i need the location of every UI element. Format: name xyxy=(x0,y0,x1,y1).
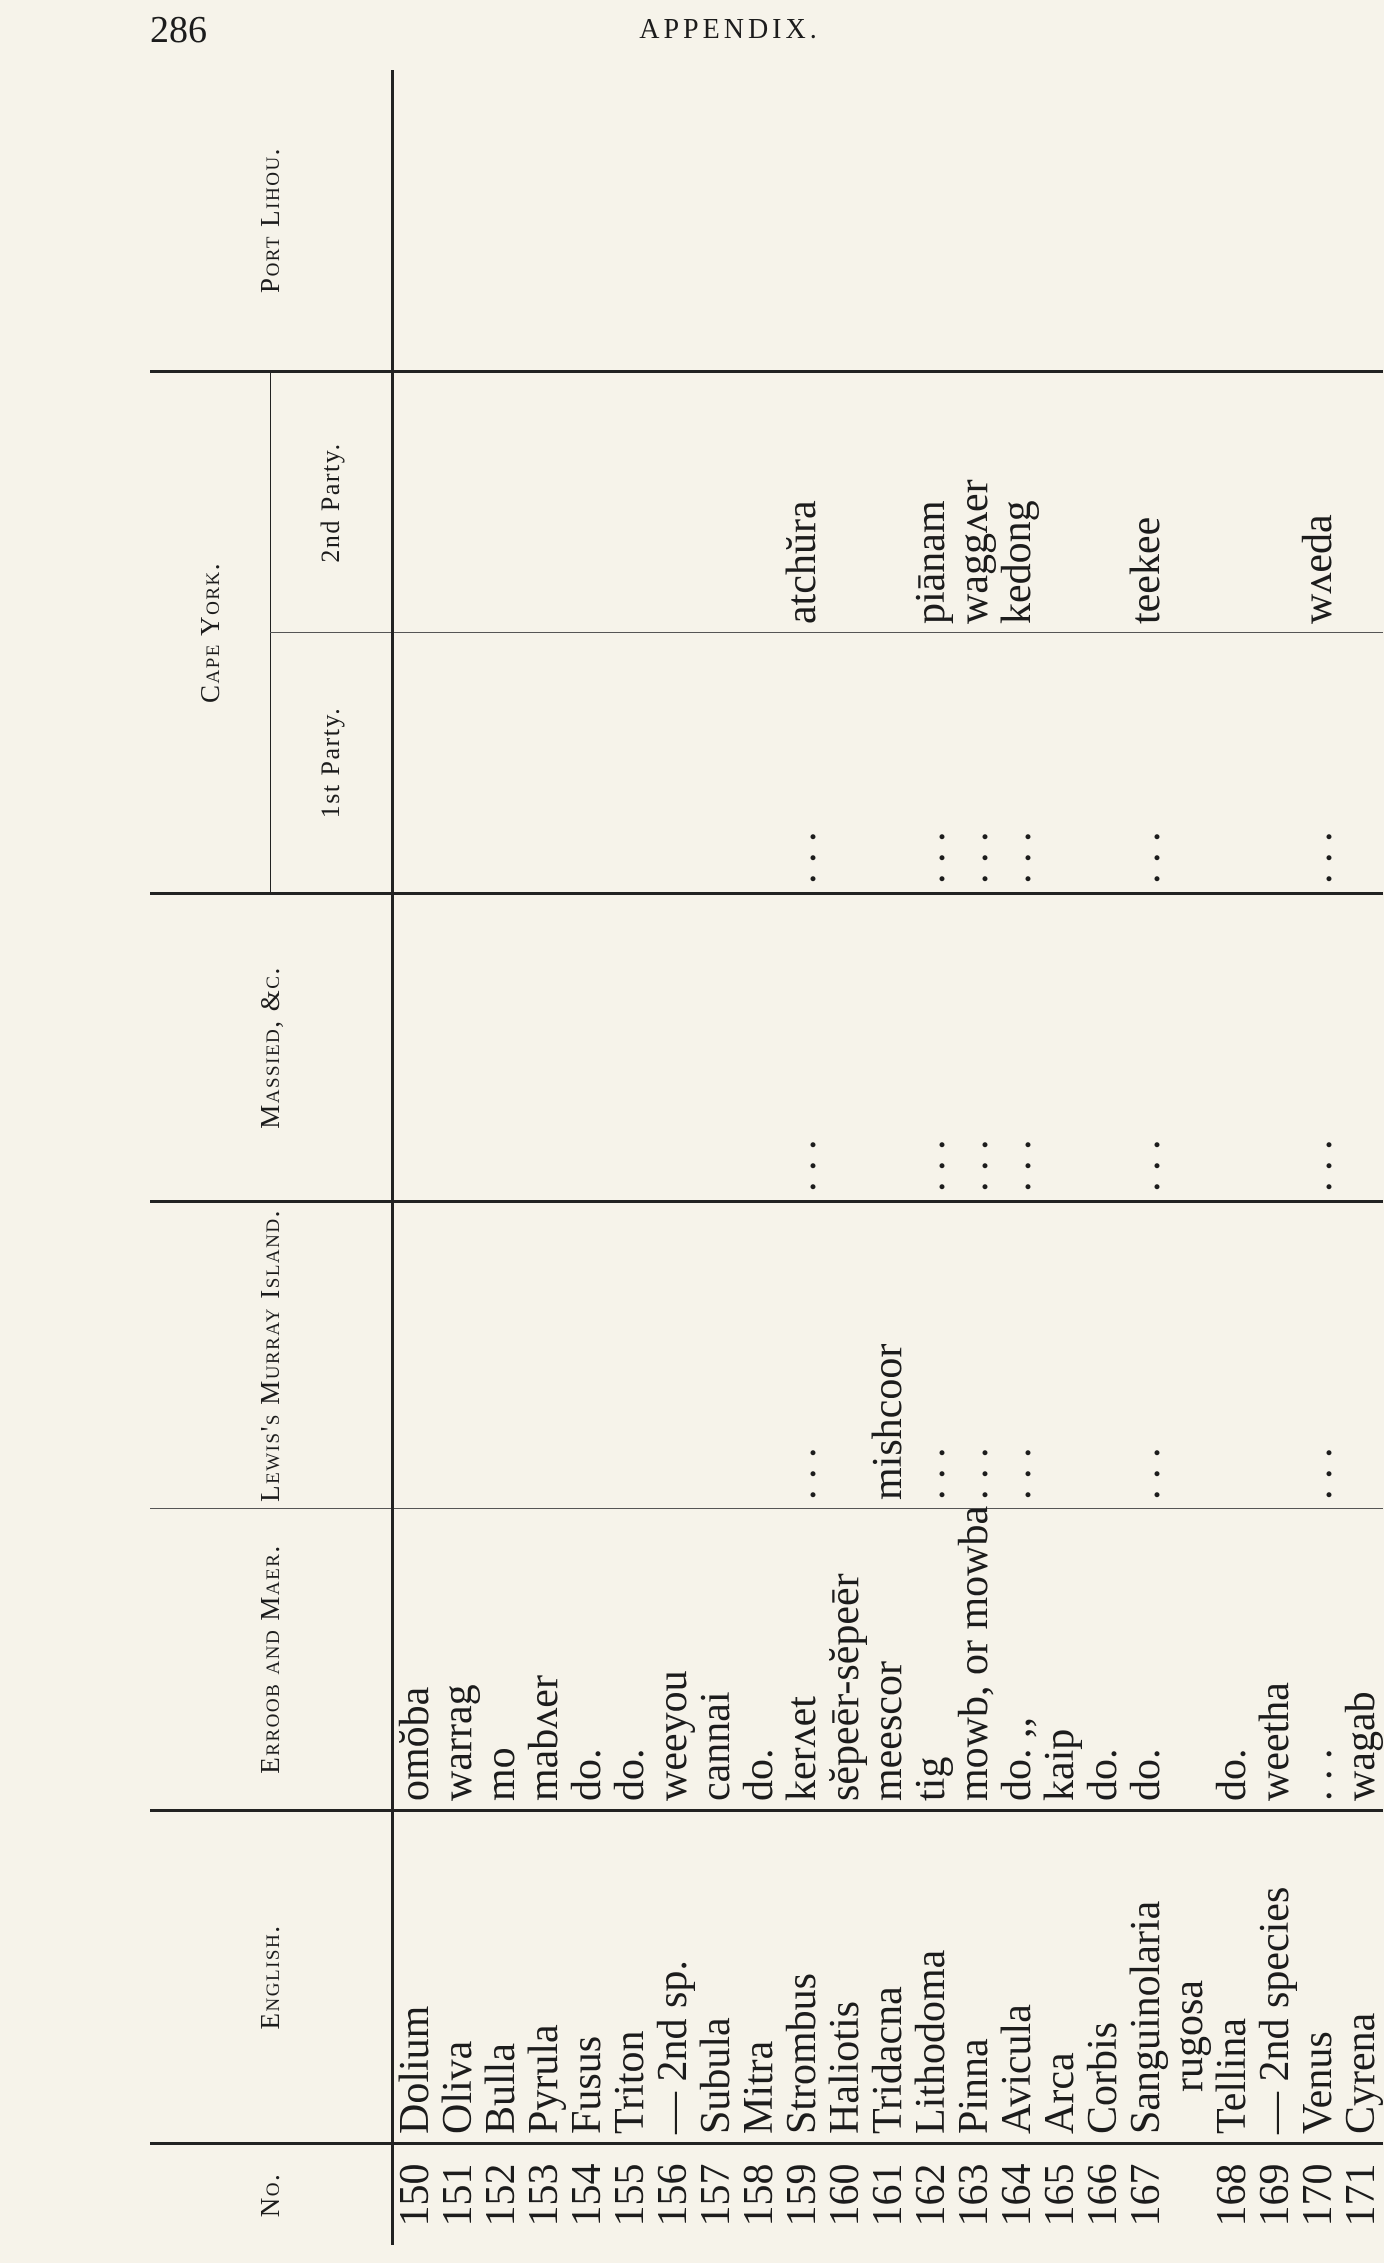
cell-port-lihou xyxy=(1039,70,1082,372)
cell-lewis-murray-island xyxy=(1082,1202,1125,1509)
cell-massid xyxy=(566,894,609,1202)
cell-lewis-murray-island xyxy=(824,1202,867,1509)
cell-cape-york-2nd xyxy=(1082,372,1125,633)
cell-cape-york-2nd xyxy=(1254,372,1297,633)
table-row xyxy=(480,70,523,2245)
cell-english: — 2nd sp. xyxy=(652,1811,695,2144)
cell-massid xyxy=(1168,894,1211,1202)
header-lewis-murray-island: Lewis's Murray Island. xyxy=(150,1202,393,1509)
cell-port-lihou xyxy=(1297,70,1340,372)
cell-lewis-murray-island xyxy=(738,1202,781,1509)
header-cape-york-1st-party: 1st Party. xyxy=(271,633,393,894)
table-row xyxy=(1297,70,1340,2245)
cell-massid: . . . xyxy=(1297,894,1340,1202)
cell-port-lihou xyxy=(566,70,609,372)
cell-massid xyxy=(695,894,738,1202)
cell-erroob-maer: meescor xyxy=(867,1509,910,1811)
page-title: APPENDIX. xyxy=(639,14,821,45)
cell-erroob-maer: omŏba xyxy=(393,1509,438,1811)
table-row xyxy=(910,70,953,2245)
cell-cape-york-2nd xyxy=(523,372,566,633)
cell-port-lihou xyxy=(824,70,867,372)
page-header xyxy=(150,8,1310,58)
cell-english: Oliva xyxy=(437,1811,480,2144)
cell-port-lihou xyxy=(996,70,1039,372)
cell-english: Pinna xyxy=(953,1811,996,2144)
cell-port-lihou xyxy=(1340,70,1383,372)
cell-no: 154 xyxy=(566,2144,609,2246)
cell-lewis-murray-island: . . . xyxy=(1125,1202,1168,1509)
header-massid: Massied, &c. xyxy=(150,894,393,1202)
cell-erroob-maer: sĕpeēr-sĕpeēr xyxy=(824,1509,867,1811)
cell-english: Pyrula xyxy=(523,1811,566,2144)
cell-cape-york-1st xyxy=(393,633,438,894)
cell-lewis-murray-island: . . . xyxy=(1297,1202,1340,1509)
cell-port-lihou xyxy=(1254,70,1297,372)
cell-no: 155 xyxy=(609,2144,652,2246)
rotated-table xyxy=(150,70,1384,2245)
table-row xyxy=(867,70,910,2245)
cell-cape-york-1st xyxy=(1168,633,1211,894)
cell-port-lihou xyxy=(738,70,781,372)
header-english: English. xyxy=(150,1811,393,2144)
cell-cape-york-1st xyxy=(566,633,609,894)
cell-port-lihou xyxy=(781,70,824,372)
cell-cape-york-2nd xyxy=(437,372,480,633)
cell-cape-york-2nd xyxy=(609,372,652,633)
cell-massid xyxy=(480,894,523,1202)
cell-port-lihou xyxy=(393,70,438,372)
cell-cape-york-2nd xyxy=(652,372,695,633)
table-row xyxy=(652,70,695,2245)
header-port-lihou: Port Lihou. xyxy=(150,70,393,372)
cell-cape-york-1st xyxy=(738,633,781,894)
table-row xyxy=(1254,70,1297,2245)
table-row xyxy=(1039,70,1082,2245)
cell-english: Mitra xyxy=(738,1811,781,2144)
table-row xyxy=(781,70,824,2245)
cell-lewis-murray-island xyxy=(1254,1202,1297,1509)
cell-erroob-maer: do. xyxy=(609,1509,652,1811)
cell-no: 164 xyxy=(996,2144,1039,2246)
cell-lewis-murray-island xyxy=(652,1202,695,1509)
table-row xyxy=(953,70,996,2245)
table-row xyxy=(609,70,652,2245)
page-number: 286 xyxy=(150,9,207,51)
table-row xyxy=(695,70,738,2245)
cell-port-lihou xyxy=(652,70,695,372)
cell-cape-york-2nd xyxy=(393,372,438,633)
cell-massid: . . . xyxy=(910,894,953,1202)
cell-cape-york-1st xyxy=(437,633,480,894)
cell-cape-york-2nd xyxy=(1340,372,1383,633)
cell-lewis-murray-island xyxy=(609,1202,652,1509)
cell-cape-york-2nd: wʌeda xyxy=(1297,372,1340,633)
cell-erroob-maer: do. xyxy=(738,1509,781,1811)
cell-lewis-murray-island xyxy=(437,1202,480,1509)
cell-erroob-maer: do. xyxy=(1082,1509,1125,1811)
cell-english: Strombus xyxy=(781,1811,824,2144)
cell-cape-york-1st xyxy=(695,633,738,894)
cell-no: 157 xyxy=(695,2144,738,2246)
cell-no: 166 xyxy=(1082,2144,1125,2246)
cell-massid xyxy=(824,894,867,1202)
vocabulary-table xyxy=(150,70,1383,2245)
cell-lewis-murray-island xyxy=(1039,1202,1082,1509)
cell-lewis-murray-island xyxy=(1340,1202,1383,1509)
cell-erroob-maer: mo xyxy=(480,1509,523,1811)
table-row xyxy=(523,70,566,2245)
cell-erroob-maer: . . . xyxy=(1297,1509,1340,1811)
cell-erroob-maer: kaip xyxy=(1039,1509,1082,1811)
cell-port-lihou xyxy=(910,70,953,372)
cell-cape-york-1st xyxy=(609,633,652,894)
cell-cape-york-2nd xyxy=(738,372,781,633)
cell-massid xyxy=(1211,894,1254,1202)
cell-erroob-maer: do. ,, xyxy=(996,1509,1039,1811)
cell-english: rugosa xyxy=(1168,1811,1211,2144)
cell-erroob-maer xyxy=(1168,1509,1211,1811)
cell-port-lihou xyxy=(523,70,566,372)
cell-cape-york-2nd: waggʌer xyxy=(953,372,996,633)
cell-no: 170 xyxy=(1297,2144,1340,2246)
cell-english: Subula xyxy=(695,1811,738,2144)
cell-no: 150 xyxy=(393,2144,438,2246)
cell-massid xyxy=(1254,894,1297,1202)
cell-english: Corbis xyxy=(1082,1811,1125,2144)
rotated-table-frame xyxy=(150,70,1384,2245)
table-row xyxy=(566,70,609,2245)
cell-erroob-maer: kerʌet xyxy=(781,1509,824,1811)
cell-cape-york-1st xyxy=(1211,633,1254,894)
cell-english: Sanguinolaria xyxy=(1125,1811,1168,2144)
cell-cape-york-1st: . . . xyxy=(953,633,996,894)
cell-massid xyxy=(867,894,910,1202)
cell-english: Arca xyxy=(1039,1811,1082,2144)
table-row xyxy=(393,70,438,2245)
cell-cape-york-2nd xyxy=(480,372,523,633)
cell-cape-york-2nd xyxy=(566,372,609,633)
cell-port-lihou xyxy=(1168,70,1211,372)
cell-erroob-maer: do. xyxy=(1211,1509,1254,1811)
cell-english: Cyrena xyxy=(1340,1811,1383,2144)
cell-port-lihou xyxy=(867,70,910,372)
cell-lewis-murray-island xyxy=(393,1202,438,1509)
cell-cape-york-1st xyxy=(1082,633,1125,894)
cell-cape-york-2nd: atchŭra xyxy=(781,372,824,633)
cell-erroob-maer: do. xyxy=(566,1509,609,1811)
cell-no xyxy=(1168,2144,1211,2246)
cell-erroob-maer: weetha xyxy=(1254,1509,1297,1811)
cell-port-lihou xyxy=(480,70,523,372)
cell-massid xyxy=(1082,894,1125,1202)
cell-erroob-maer: wagab xyxy=(1340,1509,1383,1811)
cell-lewis-murray-island xyxy=(523,1202,566,1509)
cell-no: 161 xyxy=(867,2144,910,2246)
cell-cape-york-1st xyxy=(1340,633,1383,894)
cell-cape-york-1st: . . . xyxy=(996,633,1039,894)
cell-english: — 2nd species xyxy=(1254,1811,1297,2144)
cell-no: 163 xyxy=(953,2144,996,2246)
cell-lewis-murray-island xyxy=(566,1202,609,1509)
cell-erroob-maer: warrag xyxy=(437,1509,480,1811)
cell-port-lihou xyxy=(1211,70,1254,372)
cell-cape-york-1st: . . . xyxy=(1125,633,1168,894)
header-cape-york-2nd-party: 2nd Party. xyxy=(271,372,393,633)
cell-english: Tellina xyxy=(1211,1811,1254,2144)
cell-lewis-murray-island: mishcoor xyxy=(867,1202,910,1509)
cell-cape-york-1st xyxy=(480,633,523,894)
cell-erroob-maer: mabʌer xyxy=(523,1509,566,1811)
cell-english: Haliotis xyxy=(824,1811,867,2144)
cell-port-lihou xyxy=(695,70,738,372)
cell-no: 151 xyxy=(437,2144,480,2246)
table-row xyxy=(824,70,867,2245)
cell-cape-york-1st xyxy=(1254,633,1297,894)
header-no: No. xyxy=(150,2144,393,2246)
table-row xyxy=(1168,70,1211,2245)
cell-cape-york-1st xyxy=(1039,633,1082,894)
cell-english: Fusus xyxy=(566,1811,609,2144)
table-row xyxy=(1125,70,1168,2245)
cell-cape-york-1st xyxy=(824,633,867,894)
cell-english: Venus xyxy=(1297,1811,1340,2144)
cell-no: 171 xyxy=(1340,2144,1383,2246)
cell-lewis-murray-island xyxy=(480,1202,523,1509)
cell-port-lihou xyxy=(953,70,996,372)
table-row xyxy=(738,70,781,2245)
cell-erroob-maer: do. xyxy=(1125,1509,1168,1811)
cell-port-lihou xyxy=(1125,70,1168,372)
cell-cape-york-2nd: piānam xyxy=(910,372,953,633)
cell-cape-york-2nd xyxy=(867,372,910,633)
cell-cape-york-1st xyxy=(652,633,695,894)
cell-massid xyxy=(652,894,695,1202)
table-row xyxy=(1082,70,1125,2245)
cell-cape-york-2nd: teekee xyxy=(1125,372,1168,633)
cell-no: 153 xyxy=(523,2144,566,2246)
table-row xyxy=(1211,70,1254,2245)
cell-massid xyxy=(393,894,438,1202)
cell-port-lihou xyxy=(1082,70,1125,372)
cell-lewis-murray-island xyxy=(695,1202,738,1509)
cell-cape-york-1st xyxy=(523,633,566,894)
cell-erroob-maer: mowb, or mowba xyxy=(953,1509,996,1811)
cell-english: Avicula xyxy=(996,1811,1039,2144)
cell-no: 156 xyxy=(652,2144,695,2246)
cell-no: 152 xyxy=(480,2144,523,2246)
cell-massid xyxy=(738,894,781,1202)
cell-lewis-murray-island xyxy=(1168,1202,1211,1509)
cell-cape-york-2nd xyxy=(824,372,867,633)
header-cape-york: Cape York. xyxy=(150,372,271,894)
cell-cape-york-2nd xyxy=(1211,372,1254,633)
cell-no: 168 xyxy=(1211,2144,1254,2246)
cell-port-lihou xyxy=(609,70,652,372)
cell-port-lihou xyxy=(437,70,480,372)
cell-cape-york-2nd xyxy=(1039,372,1082,633)
cell-massid xyxy=(1039,894,1082,1202)
cell-lewis-murray-island: . . . xyxy=(910,1202,953,1509)
cell-no: 162 xyxy=(910,2144,953,2246)
cell-cape-york-1st: . . . xyxy=(781,633,824,894)
cell-erroob-maer: tig xyxy=(910,1509,953,1811)
cell-english: Dolium xyxy=(393,1811,438,2144)
cell-lewis-murray-island: . . . xyxy=(996,1202,1039,1509)
table-body xyxy=(393,70,1384,2245)
cell-english: Tridacna xyxy=(867,1811,910,2144)
cell-cape-york-2nd xyxy=(695,372,738,633)
cell-cape-york-2nd: kedong xyxy=(996,372,1039,633)
cell-massid: . . . xyxy=(781,894,824,1202)
cell-cape-york-2nd xyxy=(1168,372,1211,633)
cell-no: 160 xyxy=(824,2144,867,2246)
cell-cape-york-1st: . . . xyxy=(910,633,953,894)
cell-lewis-murray-island: . . . xyxy=(953,1202,996,1509)
cell-erroob-maer: cannai xyxy=(695,1509,738,1811)
cell-massid xyxy=(437,894,480,1202)
cell-lewis-murray-island: . . . xyxy=(781,1202,824,1509)
cell-massid: . . . xyxy=(1125,894,1168,1202)
cell-massid xyxy=(609,894,652,1202)
cell-massid: . . . xyxy=(996,894,1039,1202)
header-row xyxy=(150,70,271,2245)
cell-no: 165 xyxy=(1039,2144,1082,2246)
cell-erroob-maer: weeyou xyxy=(652,1509,695,1811)
cell-cape-york-1st: . . . xyxy=(1297,633,1340,894)
table-row xyxy=(996,70,1039,2245)
cell-english: Lithodoma xyxy=(910,1811,953,2144)
cell-no: 158 xyxy=(738,2144,781,2246)
cell-english: Triton xyxy=(609,1811,652,2144)
cell-massid: . . . xyxy=(953,894,996,1202)
table-row xyxy=(437,70,480,2245)
header-erroob-maer: Erroob and Maer. xyxy=(150,1509,393,1811)
table-row xyxy=(1340,70,1383,2245)
cell-english: Bulla xyxy=(480,1811,523,2144)
cell-no: 159 xyxy=(781,2144,824,2246)
cell-no: 169 xyxy=(1254,2144,1297,2246)
cell-no: 167 xyxy=(1125,2144,1168,2246)
cell-massid xyxy=(523,894,566,1202)
cell-cape-york-1st xyxy=(867,633,910,894)
cell-lewis-murray-island xyxy=(1211,1202,1254,1509)
cell-massid xyxy=(1340,894,1383,1202)
